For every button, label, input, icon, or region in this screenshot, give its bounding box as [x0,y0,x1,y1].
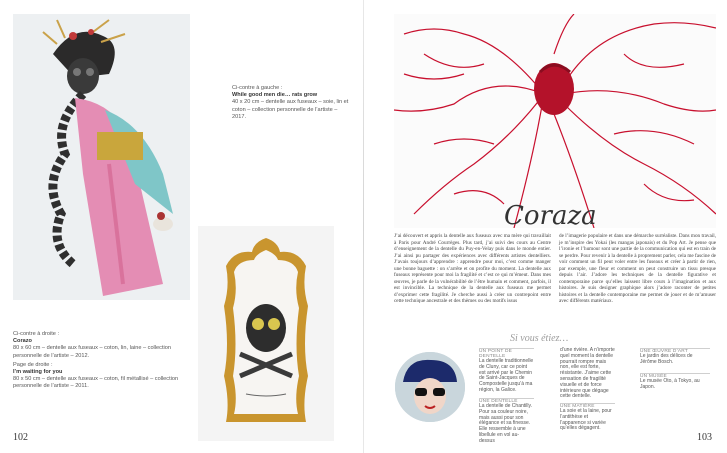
page-gutter [363,0,364,453]
artist-portrait-photo [395,352,465,422]
tip-dentelle [479,398,534,445]
tip-text: d’une rivière. A n’importe quel moment la dentelle pourrait rompre mais non, elle est forte, résistante. J’aime cette sensation de fragilité visuelle et de force intérieure que dégage cette dentelle. [560,347,615,400]
tip-title: UNE DENTELLE [479,399,518,404]
tip-oeuvre-d-art [640,348,710,366]
geisha-lace-artwork-photo [13,14,190,300]
heart-lace-artwork-photo [394,14,716,228]
tip-title: UNE ŒUVRE D’ART [640,349,688,354]
tip-title: UN MUSÉE [640,374,667,379]
artwork-word-coraza: Coraza [504,201,597,228]
page-number-left: 102 [13,432,28,443]
page-number-right: 103 [697,432,712,443]
tip-title: UN POINT DE DENTELLE [479,349,513,359]
caption-bottom-name2: I’m waiting for you [13,369,63,376]
caption-bottom [13,331,193,391]
body-column-1-text: J’ai découvert et appris la dentelle aux fuseaux avec ma mère qui travaillait à Paris pour André Courrèges. Plus tard, j’ai suivi des cours au Centre d’enseignement de la dentelle du Puy-en-Velay puis dans le monde entier. J’ai ainsi pu partager des expériences avec différents artistes dentelliers. J’avais toujours d’apprendre : apprendre pour moi, c’est comme manger une bonne baguette : on s’arrête et on profite du moment. La dentelle aux fuseaux représente pour moi la fragilité et c’est ce qui m’émeut. Dans mes œuvres, je parle de la vulnérabilité de l’être humain et comment, parfois, il est invincible. La technique de la dentelle aux fuseaux me permet d’exprimer cette fragilité. Je cherche aussi à créer un contrepoint entre cette technique ancestrale et des thèmes ou des motifs issus [394,233,551,304]
tip-matiere [560,403,615,432]
caption-top-details: 40 x 20 cm – dentelle aux fuseaux – soie, lin et coton – collection personnelle de l’artiste – 2017. [232,99,349,120]
body-column-2-text: de l’imagerie populaire et dans une démarche surréaliste. Dans mon travail, je m’inspire des Yokai (les mangas japonais) et du Pop Art. Je pense que l’ironie et l’humour sont une partie de la communication qui est en train de se perdre. Pour revenir à la dentelle à proprement parler, cela me fascine de voir comment un fil peut voler entre les fuseaux et créer à partir de rien, par exemple, une fleur et comment on peut construire un tissu presque depuis l’air. J’adore les techniques de la dentelle figurative et contemporaine parce qu’elles laissent libre cours à l’imagination et aux histoires. Je suis designer graphique alors j’adore raconter de petites histoires et la dentelle contemporaine me permet de jouer et de m’amuser avec différents matériaux. [559,233,716,304]
body-column-2 [559,233,716,305]
tip-musee [640,373,710,391]
mirror-lace-artwork-photo [198,226,334,441]
sidebar-title: Si vous étiez… [510,333,569,344]
tip-point-de-dentelle [479,348,534,394]
tip-title: UNE MATIÈRE [560,404,595,409]
tip-text: La dentelle de Chantilly. Pour sa couleur noire, mais aussi pour son élégance et sa finesse. Elle ressemble à une libellule en vol au-dessus [479,403,532,444]
caption-bottom-title1: Ci-contre à droite : [13,331,60,337]
tip-text: La dentelle traditionnelle de Cluny, car ce point est arrivé par le Chemin de Saint-Jacques de Compostelle jusqu’à ma région, la Galice. [479,358,534,393]
caption-top-name: While good men die… rats grow [232,92,318,99]
tip-text: Le jardin des délices de Jérôme Bosch. [640,353,693,365]
caption-top [232,85,350,121]
caption-bottom-details2: 80 x 50 cm – dentelle aux fuseaux – coton, fil métallisé – collection personnelle de l’artiste – 2011. [13,376,179,390]
tip-dentelle-continued [560,348,615,400]
caption-top-title: Ci-contre à gauche : [232,85,283,91]
tip-text: La soie et la laine, pour l’antithèse et l’apparence si variée qu’elles dégagent. [560,408,612,432]
caption-bottom-name1: Corazo [13,338,32,345]
tip-text: Le musée Oto, à Tokyo, au Japon. [640,378,700,390]
caption-bottom-title2: Page de droite : [13,361,53,368]
caption-bottom-details1: 80 x 60 cm – dentelle aux fuseaux – coton, lin, laine – collection personnelle de l’artiste – 2012. [13,345,171,359]
body-column-1 [394,233,551,305]
